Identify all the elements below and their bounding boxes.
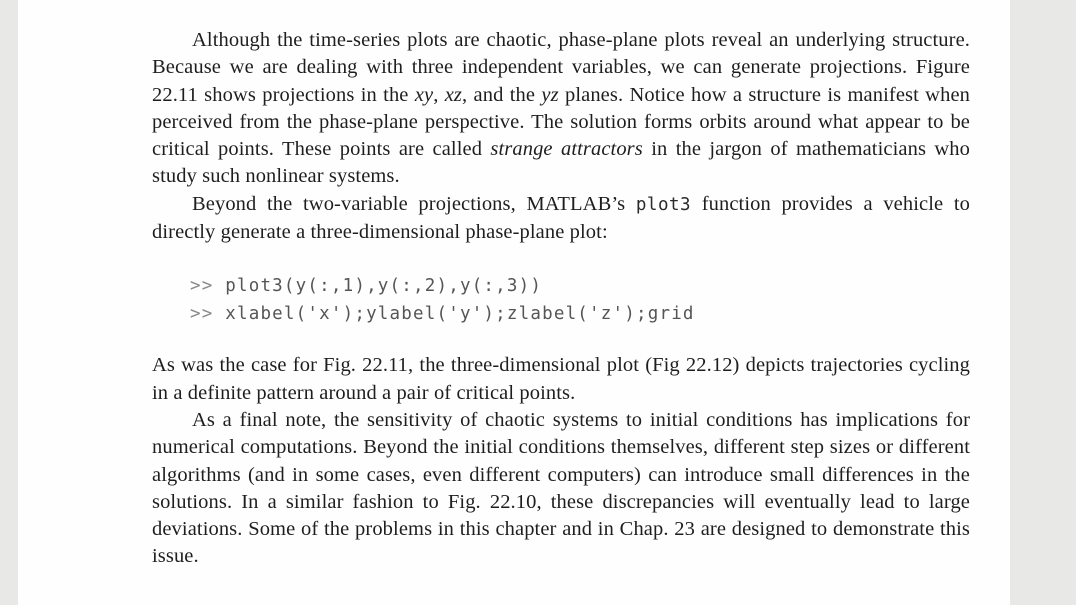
term-xz: xz	[444, 83, 463, 106]
code-prompt: >>	[190, 276, 214, 297]
page-text	[152, 27, 970, 571]
code-line-2: >> xlabel('x');ylabel('y');zlabel('z');grid	[190, 303, 695, 324]
paragraph-plot3: Beyond the two-variable projections, MATLAB’s plot3 function provides a vehicle to directly generate a three-dimensional phase-plane plot:	[152, 192, 970, 244]
paragraph-final-note: As a final note, the sensitivity of chaotic systems to initial conditions has implications for numerical computations. Beyond the initial conditions themselves, different step sizes or different algorithms (and in some cases, even different computers) can introduce small differences in the solutions. In a similar fashion to Fig. 22.10, these discrepancies will eventually lead to large deviations. Some of the problems in this chapter and in Chap. 23 are designed to demonstrate this issue.	[152, 408, 970, 568]
term-yz: yz	[541, 83, 559, 106]
term-strange-attractors: strange attractors	[490, 138, 643, 161]
paragraph-phase-plane: Although the time-series plots are chaotic, phase-plane plots reveal an underlying structure. Because we are dealing with three independent variables, we can generate projections. Figure 22.11 shows projections in the xy, xz, and the yz planes. Notice how a structure is manifest when perceived from the phase-plane perspective. The solution forms orbits around what appear to be critical points. These points are called strange attractors in the jargon of mathematicians who study such nonlinear systems.	[152, 29, 970, 188]
code-prompt: >>	[190, 303, 214, 324]
term-xy: xy	[414, 83, 434, 106]
inline-code-plot3: plot3	[635, 194, 692, 215]
code-line-1: >> plot3(y(:,1),y(:,2),y(:,3))	[190, 276, 543, 297]
code-block	[190, 273, 970, 328]
page-left-margin	[0, 0, 18, 605]
paragraph-3d-plot: As was the case for Fig. 22.11, the three-dimensional plot (Fig 22.12) depicts trajectories cycling in a definite pattern around a pair of critical points.	[152, 354, 970, 404]
page-right-margin	[1010, 0, 1076, 605]
